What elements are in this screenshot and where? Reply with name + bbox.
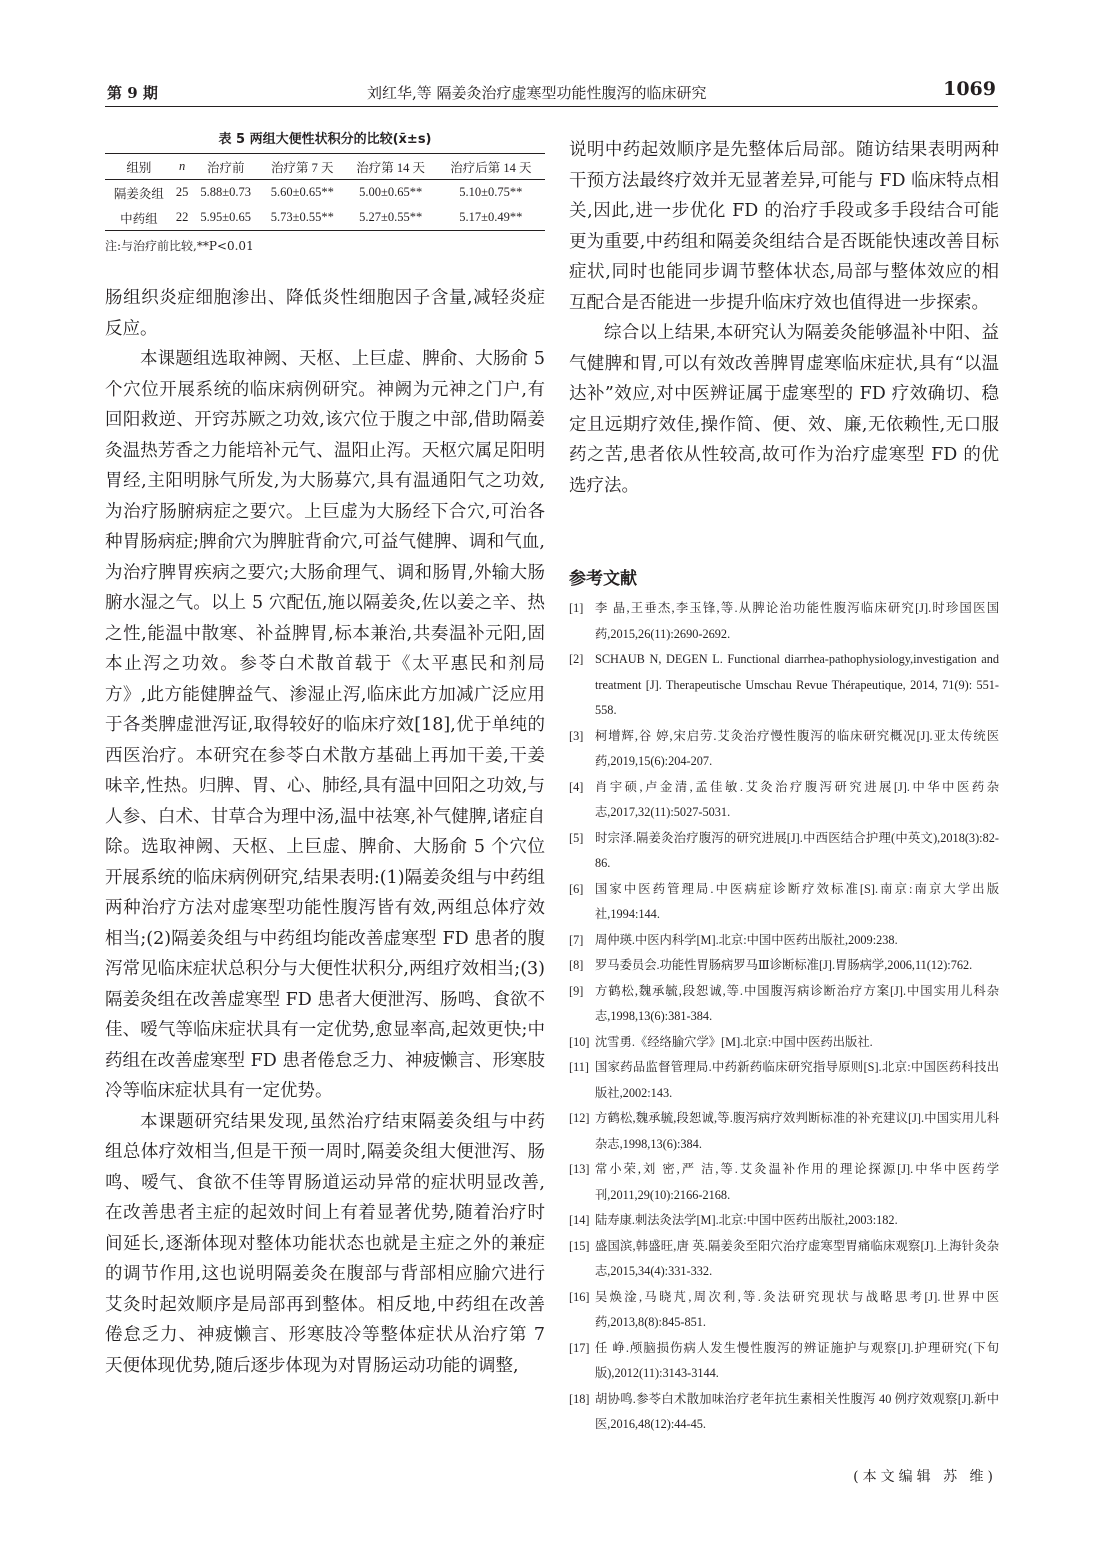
editor-note: (本文编辑 苏 维) bbox=[853, 1469, 997, 1485]
reference-number: [8] bbox=[569, 958, 584, 972]
issue-label: 第 9 期 bbox=[107, 84, 158, 102]
table-cell: 5.60±0.65** bbox=[270, 185, 334, 199]
reference-text: 胡协鸣.参苓白术散加味治疗老年抗生素相关性腹泻 40 例疗效观察[J].新中医,2016,48(12):44-45. bbox=[595, 1391, 999, 1431]
table-header-cell: 组别 bbox=[126, 160, 152, 175]
reference-item bbox=[569, 1387, 999, 1438]
body-paragraph: 肠组织炎症细胞渗出、降低炎性细胞因子含量,减轻炎症反应。 bbox=[105, 288, 545, 339]
reference-number: [4] bbox=[569, 779, 584, 794]
reference-item bbox=[569, 928, 999, 954]
body-paragraph: 本课题研究结果发现,虽然治疗结束隔姜灸组与中药组总体疗效相当,但是干预一周时,隔姜灸组大便泄泻、肠鸣、嗳气、食欲不佳等胃肠道运动异常的症状明显改善,在改善患者主症的起效时间上有着显著优势,随着治疗时间延长,逐渐体现对整体功能状态也就是主症之外的兼症的调节作用,这也说明隔姜灸在腹部与背部相应腧穴进行艾灸时起效顺序是局部再到整体。相反地,中药组在改善倦怠乏力、神疲懒言、形寒肢冷等整体症状从治疗第 7 天便体现优势,随后逐步体现为对胃肠运动功能的调整, bbox=[105, 1111, 545, 1376]
running-title: 刘红华,等 隔姜灸治疗虚寒型功能性腹泻的临床研究 bbox=[367, 84, 707, 102]
reference-item bbox=[569, 1055, 999, 1106]
reference-item bbox=[569, 647, 999, 724]
running-header bbox=[105, 78, 998, 107]
table-cell: 5.00±0.65** bbox=[359, 185, 423, 199]
table-cell: 22 bbox=[175, 210, 189, 224]
table-cell: 5.73±0.55** bbox=[270, 210, 334, 224]
table-note: 注:与治疗前比较,**P<0.01 bbox=[105, 239, 254, 253]
reference-item bbox=[569, 1336, 999, 1387]
table-header-cell: 治疗前 bbox=[206, 160, 245, 175]
reference-text: 陆寿康.刺法灸法学[M].北京:中国中医药出版社,2003:182. bbox=[595, 1213, 898, 1227]
reference-item bbox=[569, 979, 999, 1030]
table-header-row bbox=[105, 154, 545, 180]
left-body-text bbox=[105, 283, 545, 1381]
table-row bbox=[105, 205, 545, 231]
reference-item bbox=[569, 877, 999, 928]
reference-text: 柯增辉,谷 婷,宋启劳.艾灸治疗慢性腹泻的临床研究概况[J].亚太传统医药,2019,15(6):204-207. bbox=[595, 728, 999, 768]
table-cell: 5.27±0.55** bbox=[359, 210, 423, 224]
reference-number: [7] bbox=[569, 932, 584, 947]
reference-text: 国家中医药管理局.中医病症诊断疗效标准[S].南京:南京大学出版社,1994:144. bbox=[595, 881, 999, 921]
reference-item bbox=[569, 1285, 999, 1336]
table-cell: 隔姜灸组 bbox=[113, 186, 164, 201]
reference-number: [18] bbox=[569, 1391, 590, 1406]
reference-number: [2] bbox=[569, 652, 584, 666]
reference-number: [16] bbox=[569, 1289, 590, 1304]
reference-item bbox=[569, 1106, 999, 1157]
reference-item bbox=[569, 953, 999, 979]
references-list bbox=[569, 596, 999, 1438]
right-body-text bbox=[569, 135, 999, 501]
reference-number: [13] bbox=[569, 1162, 590, 1176]
reference-text: 吴焕淦,马晓芃,周次利,等.灸法研究现状与战略思考[J].世界中医药,2013,8(8):845-851. bbox=[595, 1289, 999, 1329]
reference-number: [14] bbox=[569, 1213, 590, 1227]
table-stool-score bbox=[105, 153, 545, 231]
reference-item bbox=[569, 826, 999, 877]
reference-item bbox=[569, 724, 999, 775]
table-cell: 5.10±0.75** bbox=[459, 185, 523, 199]
references-heading: 参考文献 bbox=[569, 569, 637, 589]
table-header-cell: n bbox=[178, 159, 186, 173]
reference-number: [15] bbox=[569, 1238, 590, 1253]
reference-number: [6] bbox=[569, 881, 584, 896]
reference-item bbox=[569, 596, 999, 647]
table-header-cell: 治疗第 14 天 bbox=[356, 160, 426, 175]
reference-number: [17] bbox=[569, 1340, 590, 1355]
reference-text: 国家药品监督管理局.中药新药临床研究指导原则[S].北京:中国医药科技出版社,2002:143. bbox=[595, 1060, 999, 1100]
table-cell: 5.95±0.65 bbox=[200, 210, 252, 224]
reference-text: 肖宇硕,卢金清,孟佳敏.艾灸治疗腹泻研究进展[J].中华中医药杂志,2017,32(11):5027-5031. bbox=[595, 779, 999, 819]
reference-text: 时宗泽.隔姜灸治疗腹泻的研究进展[J].中西医结合护理(中英文),2018(3):82-86. bbox=[595, 830, 999, 870]
reference-number: [1] bbox=[569, 601, 584, 615]
table-header-cell: 治疗后第 14 天 bbox=[450, 160, 532, 175]
body-paragraph: 本课题组选取神阙、天枢、上巨虚、脾俞、大肠俞 5 个穴位开展系统的临床病例研究。神阙为元神之门户,有回阳救逆、开窍苏厥之功效,该穴位于腹之中部,借助隔姜灸温热芳香之力能培补元气、温阳止泻。天枢穴属足阳明胃经,主阳明脉气所发,为大肠募穴,具有温通阳气之功效,为治疗肠腑病症之要穴。上巨虚为大肠经下合穴,可治各种胃肠病症;脾俞穴为脾脏背俞穴,可益气健脾、调和气血,为治疗脾胃疾病之要穴;大肠俞理气、调和肠胃,外输大肠腑水湿之气。以上 5 穴配伍,施以隔姜灸,佐以姜之辛、热之性,能温中散寒、补益脾胃,标本兼治,共奏温补元阳,固本止泻之功效。参苓白术散首载于《太平惠民和剂局方》,此方能健脾益气、渗湿止泻,临床此方加减广泛应用于各类脾虚泄泻证,取得较好的临床疗效[18],优于单纯的西医治疗。本研究在参苓白术散方基础上再加干姜,干姜味辛,性热。归脾、胃、心、肺经,具有温中回阳之功效,与人参、白术、甘草合为理中汤,温中祛寒,补气健脾,诸症自除。选取神阙、天枢、上巨虚、脾俞、大肠俞 5 个穴位开展系统的临床病例研究,结果表明:(1)隔姜灸组与中药组两种治疗方法对虚寒型功能性腹泻皆有效,两组总体疗效相当;(2)隔姜灸组与中药组均能改善虚寒型 FD 患者的腹泻常见临床症状总积分与大便性状积分,两组疗效相当;(3)隔姜灸组在改善虚寒型 FD 患者大便泄泻、肠鸣、食欲不佳、嗳气等临床症状具有一定优势,愈显率高,起效更快;中药组在改善虚寒型 FD 患者倦怠乏力、神疲懒言、形寒肢冷等临床症状具有一定优势。 bbox=[105, 349, 545, 1101]
page-number: 1069 bbox=[943, 78, 996, 100]
reference-number: [11] bbox=[569, 1060, 590, 1074]
body-paragraph: 综合以上结果,本研究认为隔姜灸能够温补中阳、益气健脾和胃,可以有效改善脾胃虚寒临床症状,具有“以温达补”效应,对中医辨证属于虚寒型的 FD 疗效确切、稳定且远期疗效佳,操作简、便、效、廉,无依赖性,无口服药之苦,患者依从性较高,故可作为治疗虚寒型 FD 的优选疗法。 bbox=[569, 323, 999, 496]
reference-number: [3] bbox=[569, 728, 584, 743]
table-row bbox=[105, 180, 545, 206]
reference-text: 任 峥.颅脑损伤病人发生慢性腹泻的辨证施护与观察[J].护理研究(下旬版),2012(11):3143-3144. bbox=[595, 1340, 999, 1380]
body-paragraph: 说明中药起效顺序是先整体后局部。随访结果表明两种干预方法最终疗效并无显著差异,可能与 FD 临床特点相关,因此,进一步优化 FD 的治疗手段或多手段结合可能更为重要,中药组和隔姜灸组结合是否既能快速改善目标症状,同时也能同步调节整体状态,局部与整体效应的相互配合是否能进一步提升临床疗效也值得进一步探索。 bbox=[569, 140, 999, 313]
reference-number: [5] bbox=[569, 830, 584, 845]
reference-text: 常小荣,刘 密,严 洁,等.艾灸温补作用的理论探源[J].中华中医药学刊,2011,29(10):2166-2168. bbox=[595, 1162, 999, 1202]
reference-item bbox=[569, 1208, 999, 1234]
reference-item bbox=[569, 1234, 999, 1285]
reference-number: [12] bbox=[569, 1111, 590, 1125]
table-header-cell: 治疗第 7 天 bbox=[271, 160, 334, 175]
table-caption: 表 5 两组大便性状积分的比较(x̄±s) bbox=[218, 132, 432, 147]
table-cell: 25 bbox=[175, 185, 189, 199]
reference-number: [10] bbox=[569, 1034, 590, 1049]
table-cell: 5.88±0.73 bbox=[200, 185, 252, 199]
reference-text: 方鹤松,魏承毓,段恕诚,等.腹泻病疗效判断标准的补充建议[J].中国实用儿科杂志,1998,13(6):384. bbox=[595, 1111, 999, 1151]
reference-text: 罗马委员会.功能性胃肠病罗马Ⅲ诊断标准[J].胃肠病学,2006,11(12):762. bbox=[595, 958, 973, 972]
reference-item bbox=[569, 1030, 999, 1056]
table-cell: 中药组 bbox=[120, 211, 158, 226]
reference-text: 盛国滨,韩盛旺,唐 英.隔姜灸至阳穴治疗虚寒型胃痛临床观察[J].上海针灸杂志,2015,34(4):331-332. bbox=[595, 1238, 999, 1278]
reference-item bbox=[569, 775, 999, 826]
reference-text: 方鹤松,魏承毓,段恕诚,等.中国腹泻病诊断治疗方案[J].中国实用儿科杂志,1998,13(6):381-384. bbox=[595, 983, 999, 1023]
reference-text: 沈雪勇.《经络腧穴学》[M].北京:中国中医药出版社. bbox=[595, 1034, 873, 1049]
left-column bbox=[105, 120, 545, 1376]
reference-item bbox=[569, 1157, 999, 1208]
reference-number: [9] bbox=[569, 983, 584, 998]
table-cell: 5.17±0.49** bbox=[459, 210, 523, 224]
reference-text: 周仲瑛.中医内科学[M].北京:中国中医药出版社,2009:238. bbox=[595, 932, 898, 947]
reference-text: 李 晶,王垂杰,李玉锋,等.从脾论治功能性腹泻临床研究[J].时珍国医国药,2015,26(11):2690-2692. bbox=[595, 601, 999, 641]
reference-text: SCHAUB N, DEGEN L. Functional diarrhea-pathophysiology,investigation and treatment [J]. Therapeutische Umschau Revue Thérapeutique, 2014, 71(9): 551-558. bbox=[595, 652, 999, 717]
